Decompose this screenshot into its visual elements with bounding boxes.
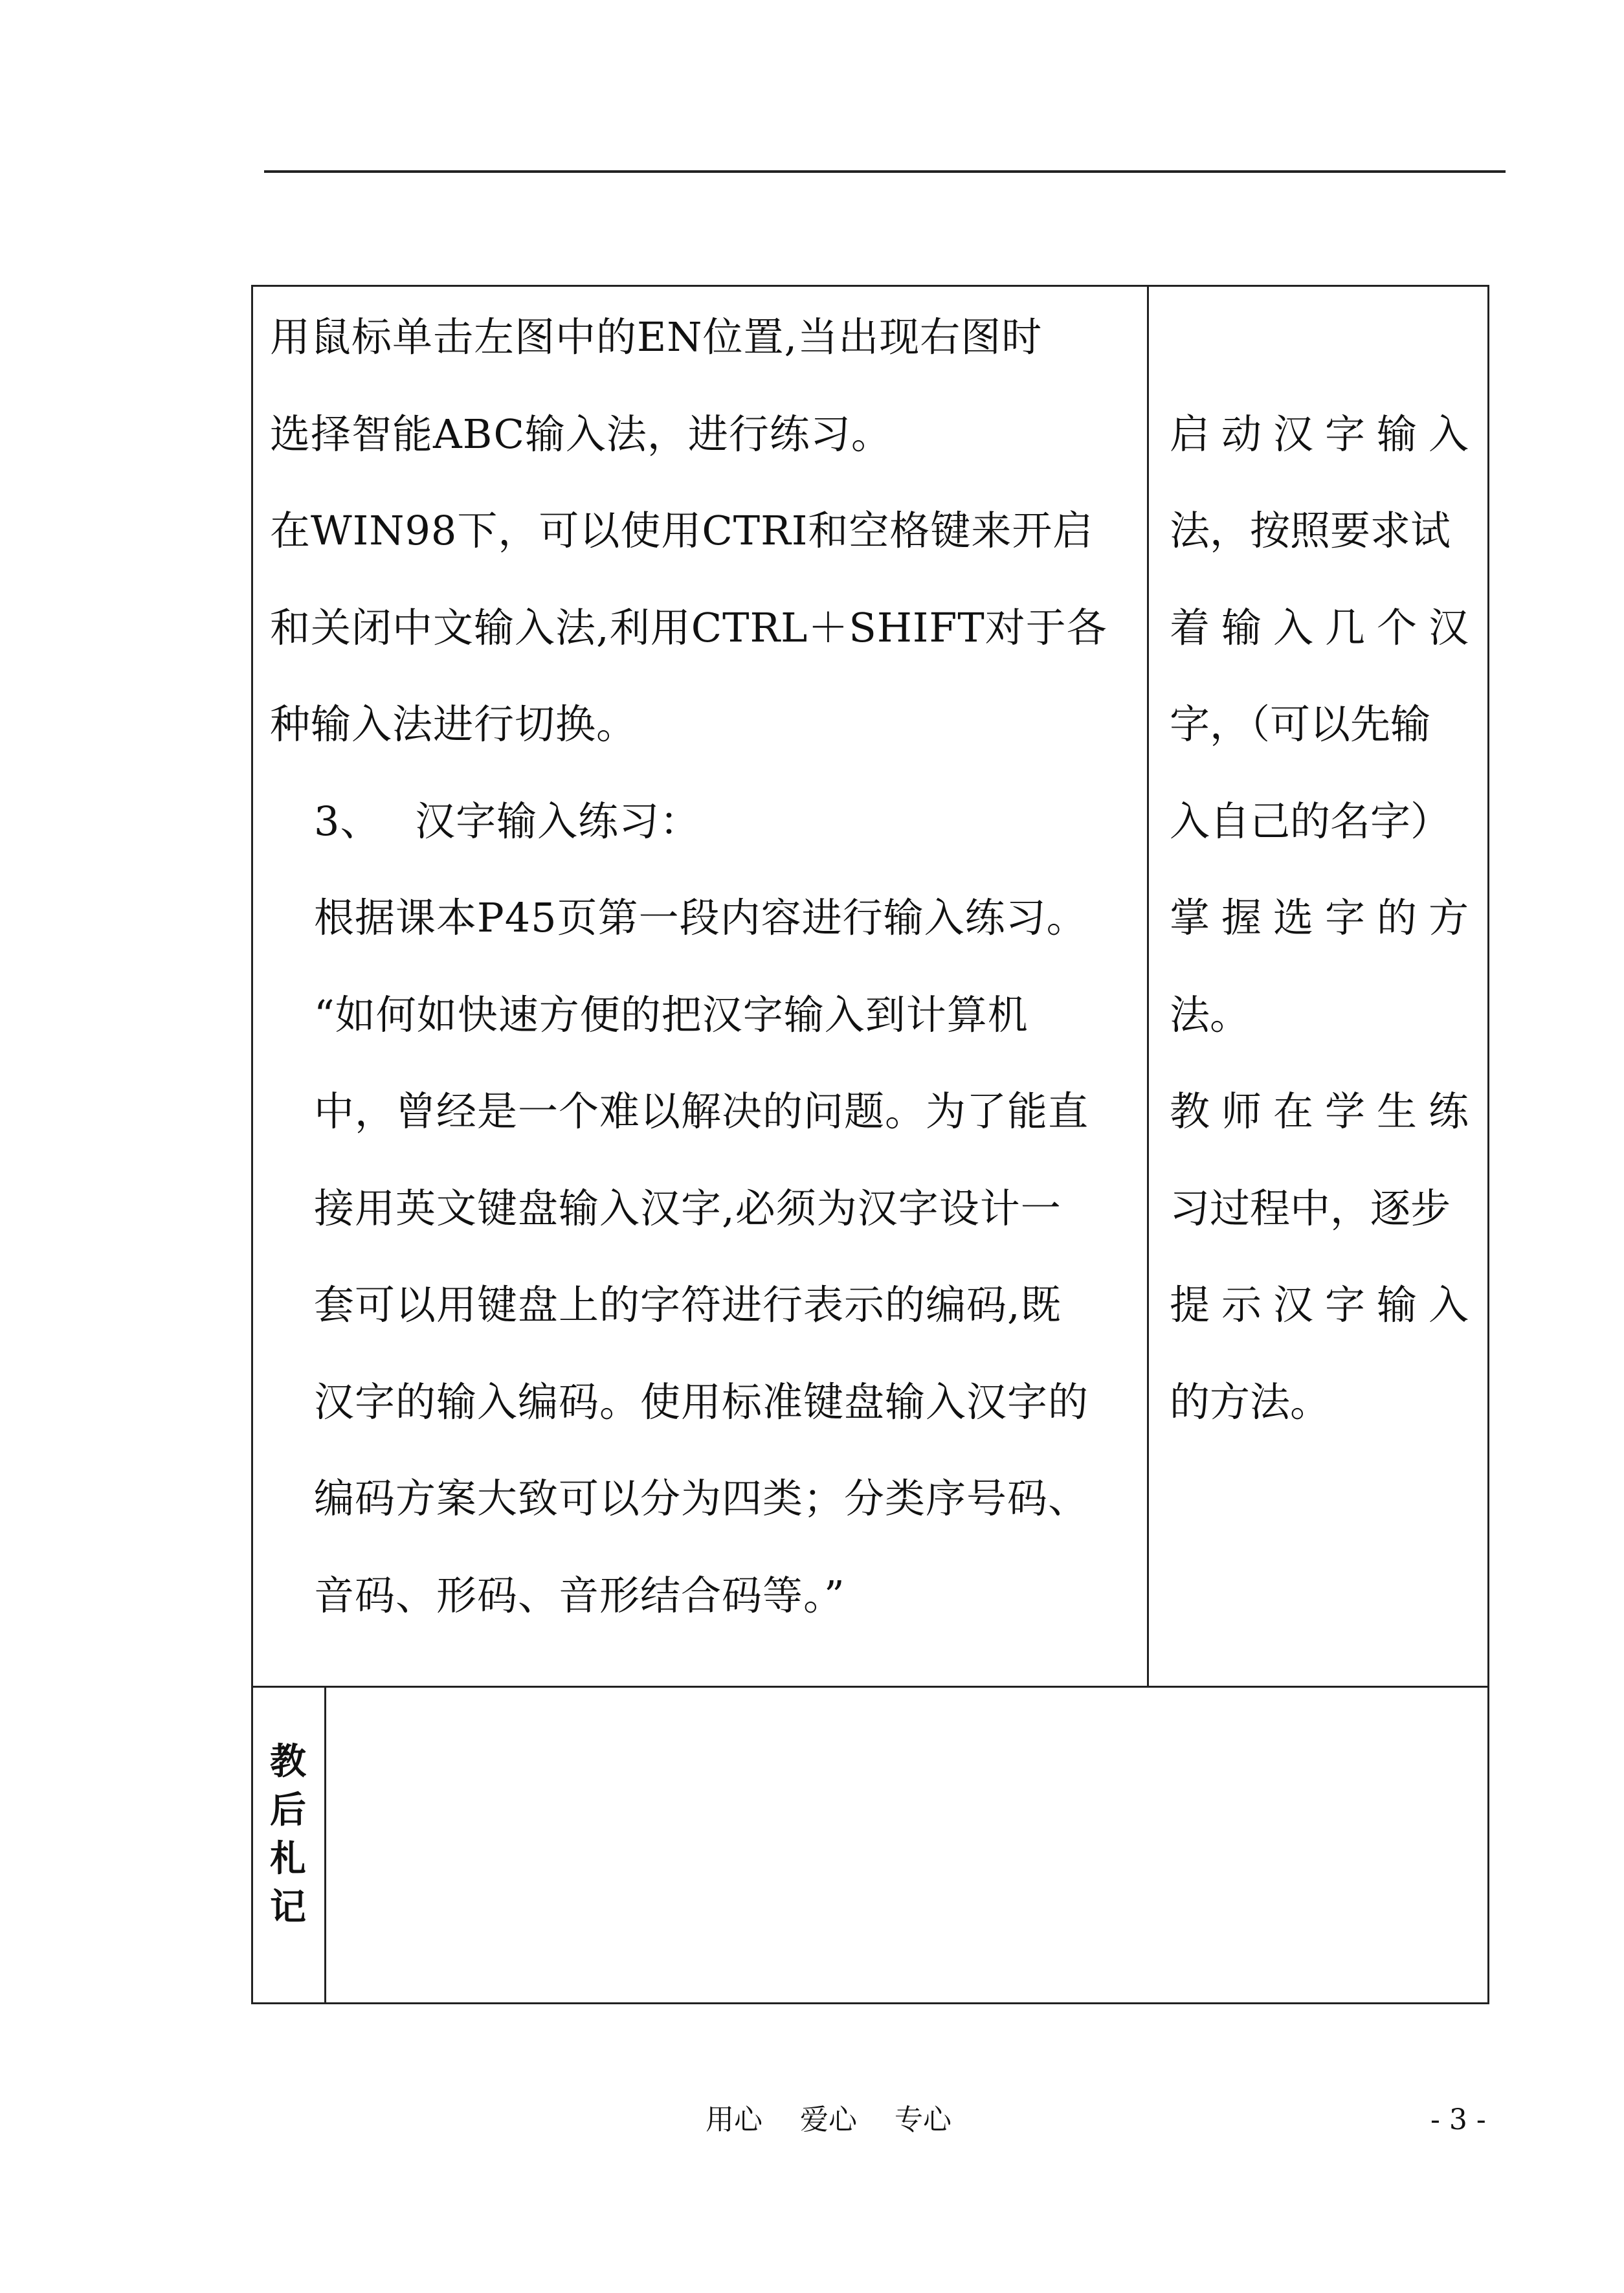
notes-line: 掌握选字的方 <box>1170 894 1481 941</box>
label-char: 记 <box>270 1886 306 1929</box>
footer-motto: 用心 爱心 专心 <box>706 2103 951 2136</box>
content-line: 汉字的输入编码。使用标准键盘输入汉字的 <box>314 1378 1089 1426</box>
label-char: 札 <box>270 1838 306 1880</box>
post-lesson-notes-label <box>253 1686 324 2004</box>
lesson-table <box>251 285 1489 2004</box>
content-line: 编码方案大致可以分为四类；分类序号码、 <box>314 1475 1089 1522</box>
label-char: 后 <box>270 1789 306 1831</box>
content-line: 中，曾经是一个难以解决的问题。为了能直 <box>314 1088 1089 1135</box>
content-line: 根据课本P45页第一段内容进行输入练习。 <box>314 894 1087 941</box>
page-number: - 3 - <box>1430 2103 1486 2136</box>
header-rule <box>264 170 1506 173</box>
notes-line: 的方法。 <box>1170 1378 1331 1426</box>
notes-line: 提示汉字输入 <box>1170 1281 1481 1328</box>
column-divider <box>1147 287 1149 1686</box>
post-lesson-notes-cell <box>326 1686 1489 2004</box>
content-line: 音码、形码、音形结合码等。” <box>314 1572 845 1619</box>
content-line: “如何如快速方便的把汉字输入到计算机 <box>314 991 1029 1038</box>
content-line: 3、 汉字输入练习： <box>314 798 701 845</box>
content-line: 套可以用键盘上的字符进行表示的编码,既 <box>314 1281 1062 1328</box>
content-line: 用鼠标单击左图中的EN位置,当出现右图时 <box>270 313 1043 361</box>
content-line: 种输入法进行切换。 <box>270 700 638 748</box>
notes-line: 法，按照要求试 <box>1170 507 1451 554</box>
content-line: 和关闭中文输入法,利用CTRL＋SHIFT对于各 <box>270 604 1107 651</box>
notes-line: 入自己的名字） <box>1170 798 1451 845</box>
content-line: 接用英文键盘输入汉字,必须为汉字设计一 <box>314 1185 1062 1232</box>
content-line: 选择智能ABC输入法，进行练习。 <box>270 410 892 458</box>
notes-line: 启动汉字输入 <box>1170 410 1481 458</box>
notes-line: 着输入几个汉 <box>1170 604 1481 651</box>
label-char: 教 <box>270 1741 306 1783</box>
content-line: 在WIN98下，可以使用CTRI和空格键来开启 <box>270 507 1094 554</box>
notes-line: 习过程中，逐步 <box>1170 1185 1451 1232</box>
notes-line: 教师在学生练 <box>1170 1088 1481 1135</box>
notes-line: 字，（可以先输 <box>1170 700 1431 748</box>
notes-line: 法。 <box>1170 991 1251 1038</box>
